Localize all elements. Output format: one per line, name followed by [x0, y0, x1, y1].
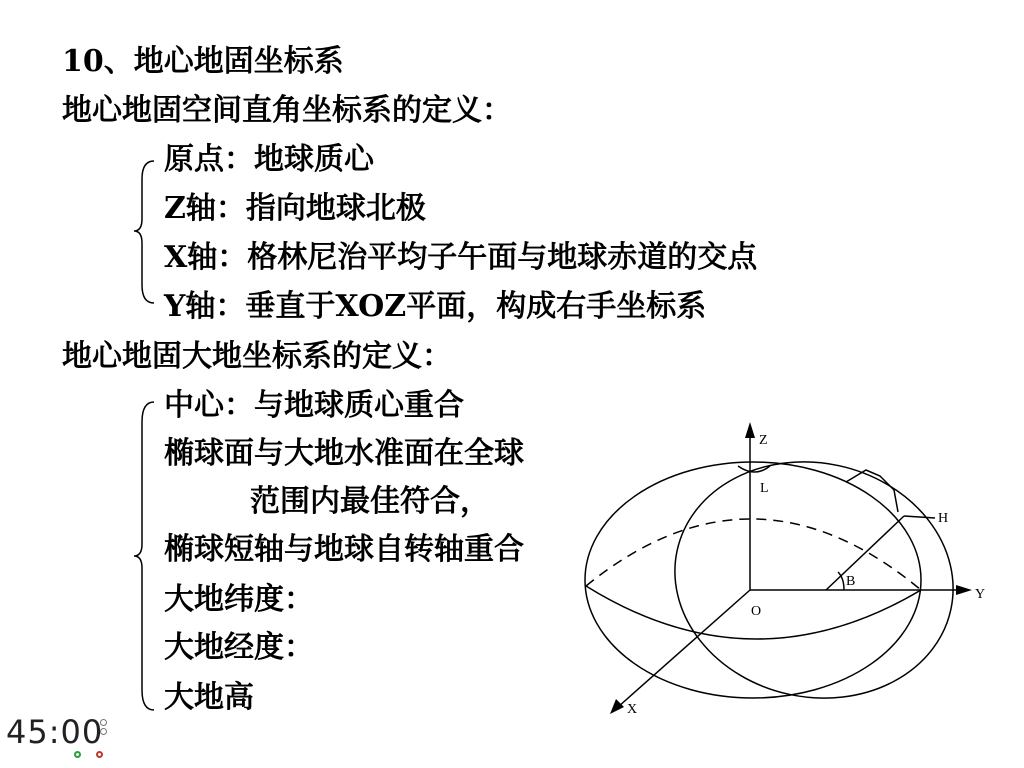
label-l: L	[760, 481, 769, 496]
section1-item-z-axis: Z轴：指向地球北极	[164, 191, 426, 226]
label-x: X	[627, 702, 638, 717]
label-z: Z	[759, 433, 768, 448]
section1-item-y-axis: Y轴：垂直于XOZ平面，构成右手坐标系	[164, 289, 707, 324]
section2-item-minor-axis: 椭球短轴与地球自转轴重合	[164, 532, 524, 567]
timer-start-icon[interactable]	[74, 751, 81, 758]
label-h: H	[938, 511, 949, 526]
x-axis	[618, 590, 750, 707]
section2-item-latitude: 大地纬度：	[164, 582, 314, 617]
section1-item-origin: 原点：地球质心	[164, 142, 374, 177]
label-y: Y	[975, 587, 986, 602]
section2-item-longitude: 大地经度：	[164, 630, 314, 665]
equator-back	[586, 519, 921, 590]
label-o: O	[751, 604, 762, 619]
slide-title: 10、地心地固坐标系	[62, 44, 344, 79]
meridian-outline	[653, 436, 976, 723]
section2-item-height: 大地高	[164, 680, 254, 715]
timer-stop-icon[interactable]	[96, 751, 103, 758]
section1-item-x-axis: X轴：格林尼治平均子午面与地球赤道的交点	[164, 240, 758, 275]
h-tick	[904, 516, 935, 518]
section2-heading: 地心地固大地坐标系的定义：	[62, 339, 452, 374]
timer-display: 45:00	[6, 713, 104, 751]
ellipsoid-outline	[585, 462, 921, 698]
z-arrowhead	[745, 422, 755, 438]
timer-settings-icon[interactable]	[100, 719, 107, 726]
normal-line	[826, 516, 904, 590]
x-arrowhead	[610, 699, 624, 714]
section1-heading: 地心地固空间直角坐标系的定义：	[62, 93, 512, 128]
section2-item-ellipsoid-fit-1: 椭球面与大地水准面在全球	[164, 436, 524, 471]
label-b: B	[846, 574, 856, 589]
y-arrowhead	[956, 585, 972, 595]
section2-item-ellipsoid-fit-2: 范围内最佳符合，	[250, 484, 490, 519]
timer-settings-icon-2[interactable]	[100, 728, 107, 735]
section2-item-center: 中心：与地球质心重合	[164, 388, 464, 423]
